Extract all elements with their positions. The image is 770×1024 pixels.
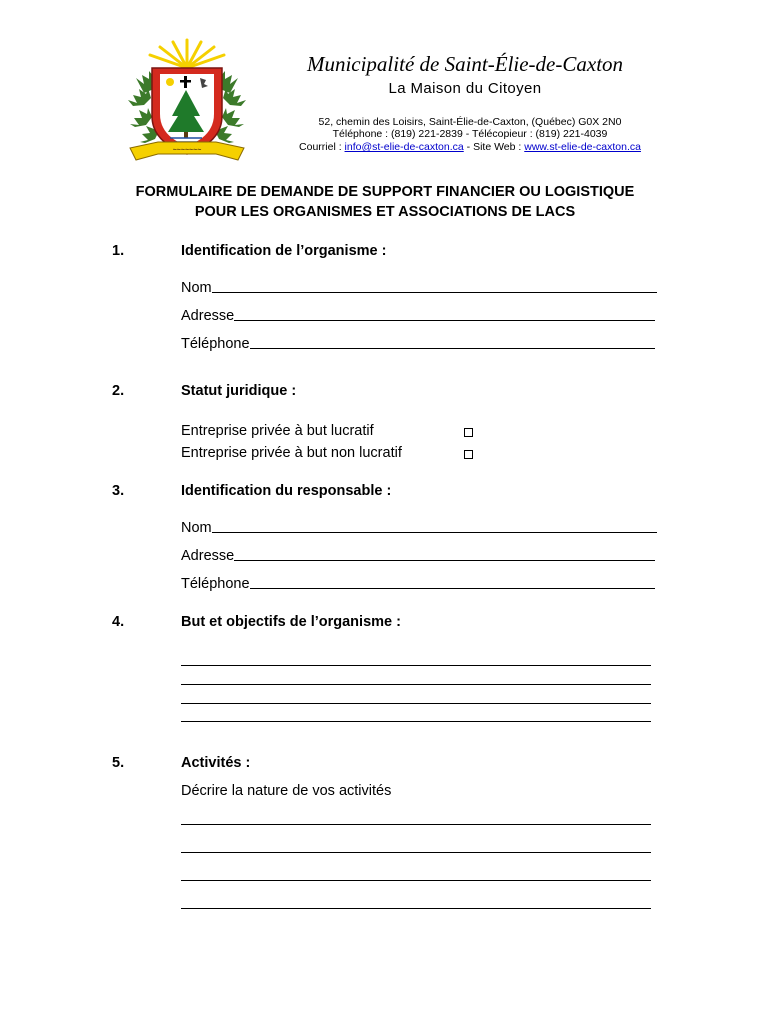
section-3-number: 3. <box>112 483 125 499</box>
municipal-coat-of-arms-logo <box>118 38 256 168</box>
form-title-line-2: POUR LES ORGANISMES ET ASSOCIATIONS DE LACS <box>194 204 576 220</box>
org-phone-label: Téléphone <box>181 336 250 352</box>
status-lucratif-checkbox[interactable] <box>464 428 473 437</box>
section-1-number: 1. <box>112 243 125 259</box>
activities-prompt: Décrire la nature de vos activités <box>181 783 392 799</box>
section-4-title: But et objectifs de l’organisme : <box>181 614 401 630</box>
objectives-line-1[interactable] <box>181 665 651 666</box>
section-3-title: Identification du responsable : <box>181 483 392 499</box>
courriel-label: Courriel : <box>299 141 345 153</box>
municipality-name: Municipalité de Saint-Élie-de-Caxton <box>306 52 624 76</box>
activities-line-2[interactable] <box>181 852 651 853</box>
svg-text:~~~~~~~: ~~~~~~~ <box>172 147 202 154</box>
objectives-line-3[interactable] <box>181 703 651 704</box>
org-address-field[interactable] <box>181 308 655 324</box>
site-label: - Site Web : <box>463 141 525 153</box>
activities-line-4[interactable] <box>181 908 651 909</box>
org-name-field[interactable] <box>181 280 657 296</box>
status-option-lucratif: Entreprise privée à but lucratif <box>181 423 374 439</box>
section-5-number: 5. <box>112 755 125 771</box>
resp-address-label: Adresse <box>181 548 235 564</box>
website-link[interactable]: www.st-elie-de-caxton.ca <box>524 141 641 153</box>
org-name-line[interactable] <box>212 291 657 293</box>
form-title-line-1: FORMULAIRE DE DEMANDE DE SUPPORT FINANCIER OU LOGISTIQUE <box>135 184 635 200</box>
postal-address: 52, chemin des Loisirs, Saint-Élie-de-Caxton, (Québec) G0X 2N0 <box>318 116 622 128</box>
section-5-title: Activités : <box>181 755 251 771</box>
resp-phone-line[interactable] <box>250 587 655 589</box>
org-address-label: Adresse <box>181 308 235 324</box>
objectives-line-2[interactable] <box>181 684 651 685</box>
resp-phone-label: Téléphone <box>181 576 250 592</box>
resp-name-field[interactable] <box>181 520 657 536</box>
section-4-number: 4. <box>112 614 125 630</box>
section-1-title: Identification de l’organisme : <box>181 243 387 259</box>
org-address-line[interactable] <box>234 319 655 321</box>
resp-name-label: Nom <box>181 520 212 536</box>
email-link[interactable]: info@st-elie-de-caxton.ca <box>344 141 464 153</box>
objectives-line-4[interactable] <box>181 721 651 722</box>
section-2-title: Statut juridique : <box>181 383 297 399</box>
resp-phone-field[interactable] <box>181 576 655 592</box>
resp-address-field[interactable] <box>181 548 655 564</box>
section-2-number: 2. <box>112 383 125 399</box>
resp-name-line[interactable] <box>212 531 657 533</box>
status-option-non-lucratif: Entreprise privée à but non lucratif <box>181 445 402 461</box>
resp-address-line[interactable] <box>234 559 655 561</box>
status-non-lucratif-checkbox[interactable] <box>464 450 473 459</box>
contact-line <box>290 141 650 153</box>
org-phone-field[interactable] <box>181 336 655 352</box>
header-subtitle: La Maison du Citoyen <box>388 80 542 97</box>
org-name-label: Nom <box>181 280 212 296</box>
org-phone-line[interactable] <box>250 347 655 349</box>
activities-line-1[interactable] <box>181 824 651 825</box>
activities-line-3[interactable] <box>181 880 651 881</box>
phone-fax-line: Téléphone : (819) 221-2839 - Télécopieur : (819) 221-4039 <box>332 128 608 140</box>
